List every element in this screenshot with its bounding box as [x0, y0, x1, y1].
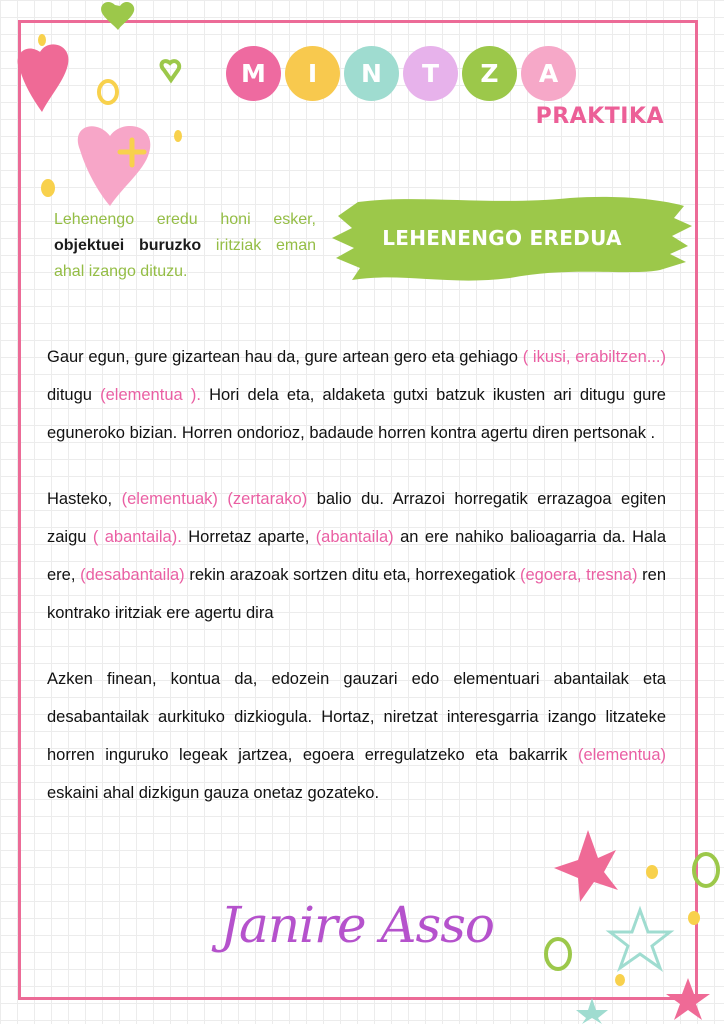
- dot-icon: [688, 911, 700, 925]
- title-mintza: [226, 46, 576, 101]
- text-span: an ere nahiko balioagarria da. Hala ere,: [47, 528, 667, 584]
- star-icon: [610, 910, 670, 968]
- bottom-right-decorations: [520, 800, 724, 1024]
- highlight-span: (elementuak) (zertarako): [121, 490, 308, 508]
- text-span: balio du. Arrazoi horregatik errazagoa egiten zaigu: [47, 490, 666, 546]
- dot-icon: [41, 179, 55, 197]
- text-span: Azken finean, kontua da, edozein gauzari edo elementuari abantailak eta desabantailak aurkituko dizkiogula. Hortaz, niretzat interesgarria izango litzateke horren inguruko legeak jartzea, egoera erregulatzeko eta bakarrik: [47, 670, 666, 764]
- star-icon: [576, 998, 608, 1024]
- highlight-span: (abantaila): [315, 528, 394, 546]
- intro-part-2: iritziak eman ahal izango dituzu.: [54, 237, 317, 280]
- highlight-span: ( ikusi, erabiltzen...): [522, 348, 667, 366]
- title-letter-circle: N: [344, 46, 399, 101]
- paragraph-3: [47, 660, 666, 812]
- text-span: Horretaz aparte,: [181, 528, 316, 546]
- highlight-span: (elementua): [577, 746, 666, 764]
- text-span: eskaini ahal dizkigun gauza onetaz gozateko.: [47, 784, 380, 802]
- intro-bold: objektuei buruzko: [54, 237, 202, 254]
- text-span: rekin arazoak sortzen ditu eta, horrexegatiok: [184, 566, 520, 584]
- dot-icon: [615, 974, 625, 986]
- text-span: ditugu: [47, 386, 101, 404]
- dot-icon: [174, 130, 182, 142]
- title-letter-circle: I: [285, 46, 340, 101]
- highlight-span: ( abantaila).: [92, 528, 182, 546]
- heart-icon: [162, 61, 180, 80]
- text-span: Hori dela eta, aldaketa gutxi batzuk ikusten ari ditugu gure eguneroko bizian. Horren ondorioz, badaude horren kontra agertu diren pertsonak .: [47, 386, 666, 442]
- signature: Janire Asso: [220, 896, 494, 954]
- essay-body: [47, 338, 666, 812]
- star-icon: [666, 978, 710, 1020]
- highlight-span: (egoera, tresna): [520, 566, 638, 584]
- highlight-span: (elementua ).: [100, 386, 201, 404]
- page-subtitle: PRAKTIKA: [535, 104, 664, 129]
- paragraph-2: [47, 480, 666, 632]
- text-span: Hasteko,: [47, 490, 122, 508]
- title-letter-circle: A: [521, 46, 576, 101]
- intro-text: [54, 207, 316, 285]
- title-letter-circle: M: [226, 46, 281, 101]
- ring-icon: [546, 939, 570, 969]
- top-left-decorations: [10, 0, 210, 210]
- title-letter-circle: T: [403, 46, 458, 101]
- text-span: ren kontrako iritziak ere agertu dira: [47, 566, 666, 622]
- heart-icon: [78, 126, 151, 206]
- paragraph-1: [47, 338, 666, 452]
- title-letter-circle: Z: [462, 46, 517, 101]
- star-icon: [554, 830, 618, 902]
- ring-icon: [694, 854, 718, 886]
- dot-icon: [646, 865, 658, 879]
- ring-icon: [99, 81, 117, 103]
- highlight-span: (desabantaila): [80, 566, 185, 584]
- heart-icon: [18, 44, 69, 112]
- dot-icon: [38, 34, 46, 46]
- section-title: LEHENENGO EREDUA: [382, 226, 622, 250]
- heart-icon: [101, 2, 134, 30]
- intro-part-1: Lehenengo eredu honi esker,: [54, 211, 316, 228]
- text-span: Gaur egun, gure gizartean hau da, gure artean gero eta gehiago: [47, 348, 523, 366]
